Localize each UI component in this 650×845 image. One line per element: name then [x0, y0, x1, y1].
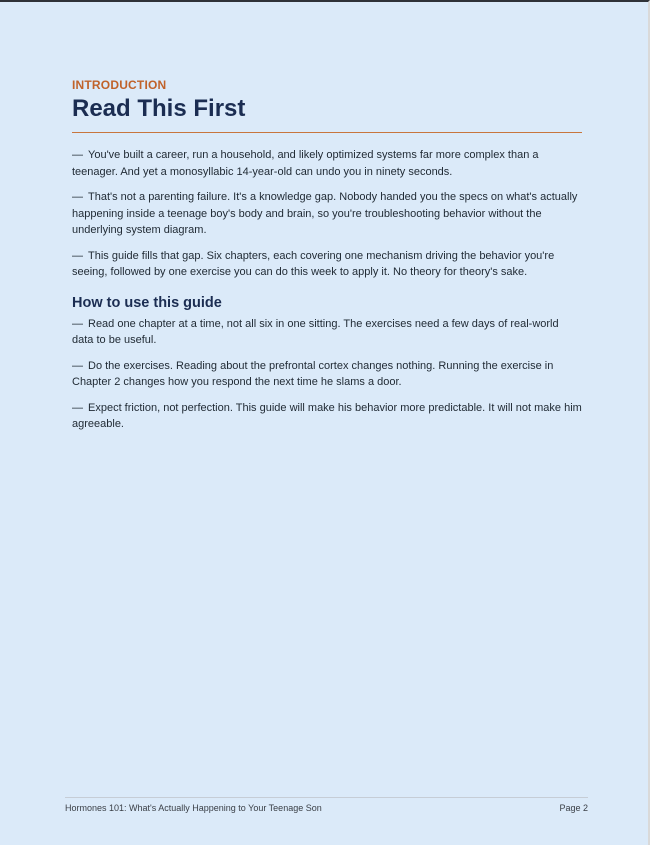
intro-paragraph-1	[72, 147, 582, 180]
em-dash: —	[72, 359, 83, 372]
footer-page-number: Page 2	[559, 803, 588, 813]
paragraph-text: This guide fills that gap. Six chapters, each covering one mechanism driving the behavior you're seeing, followed by one exercise you can do this week to apply it. No theory for theory's sake.	[72, 249, 555, 278]
how-to-item-1	[72, 316, 582, 349]
intro-paragraph-2	[72, 189, 582, 239]
how-to-item-3	[72, 400, 582, 433]
page-footer	[65, 797, 588, 814]
paragraph-text: That's not a parenting failure. It's a knowledge gap. Nobody handed you the specs on what's actually happening inside a teenage boy's body and brain, so you're troubleshooting behavior without the underlying system diagram.	[72, 191, 578, 236]
paragraph-text: Expect friction, not perfection. This guide will make his behavior more predictable. It will not make him agreeable.	[72, 401, 582, 430]
title-divider	[72, 132, 582, 133]
page-content	[72, 78, 582, 442]
intro-paragraph-3	[72, 248, 582, 281]
footer-doc-title: Hormones 101: What's Actually Happening to Your Teenage Son	[65, 803, 322, 813]
how-to-item-2	[72, 358, 582, 391]
paragraph-text: Do the exercises. Reading about the prefrontal cortex changes nothing. Running the exercise in Chapter 2 changes how you respond the next time he slams a door.	[72, 359, 554, 388]
em-dash: —	[72, 149, 83, 161]
em-dash: —	[72, 191, 83, 203]
page-title: Read This First	[72, 95, 246, 122]
em-dash: —	[72, 401, 83, 414]
em-dash: —	[72, 317, 83, 330]
how-to-heading: How to use this guide	[72, 294, 222, 311]
paragraph-text: Read one chapter at a time, not all six in one sitting. The exercises need a few days of real-world data to be useful.	[72, 317, 559, 346]
paragraph-text: You've built a career, run a household, and likely optimized systems far more complex than a teenager. And yet a monosyllabic 14-year-old can undo you in ninety seconds.	[72, 149, 539, 178]
em-dash: —	[72, 249, 83, 262]
section-label: INTRODUCTION	[72, 78, 167, 92]
